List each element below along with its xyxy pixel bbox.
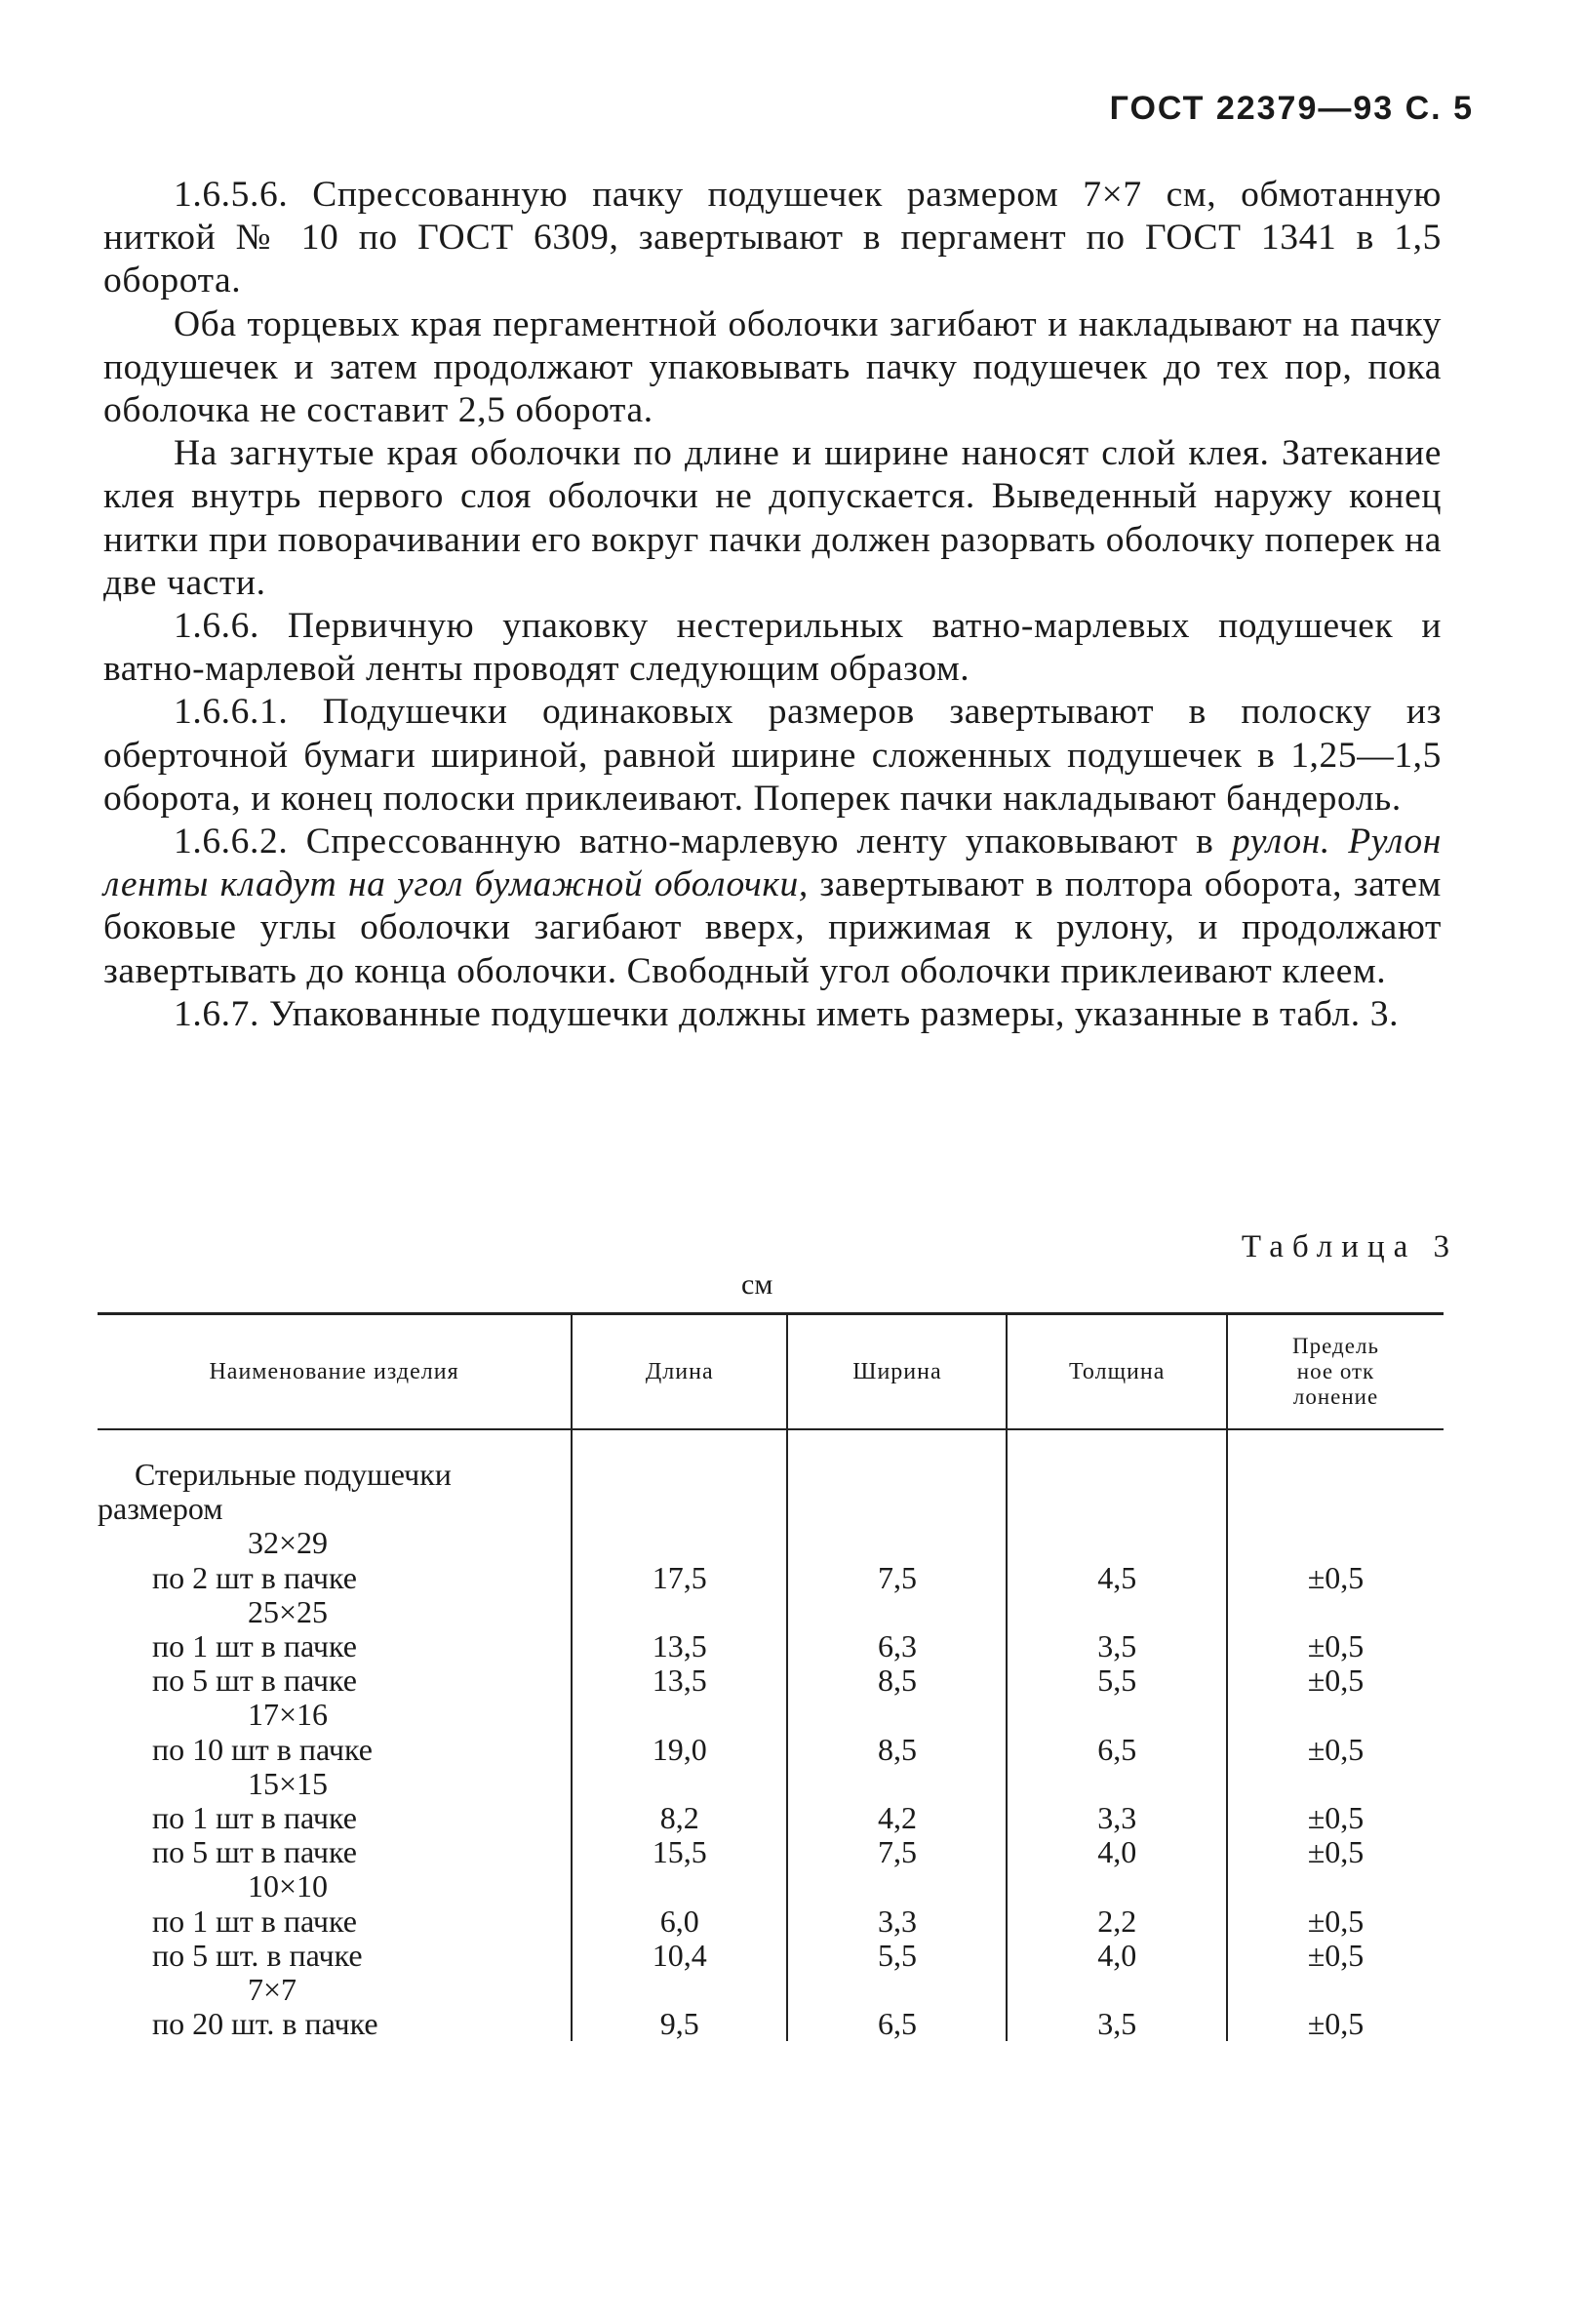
deviation-cell: ±0,5 xyxy=(1307,2006,1365,2042)
size-label: 10×10 xyxy=(248,1868,329,1904)
deviation-header-line-3: лонение xyxy=(1292,1384,1379,1409)
thickness-cell: 3,5 xyxy=(1097,2006,1137,2042)
paragraph-1-6-6-2-italic: рулон. Рулон ленты кладут на угол бумажной оболочки, xyxy=(103,821,1442,905)
deviation-header-line-1: Предель xyxy=(1292,1334,1379,1358)
sizes-table xyxy=(98,1312,1444,2041)
deviation-cell: ±0,5 xyxy=(1307,1937,1365,1973)
table-spacer xyxy=(98,1429,1444,1458)
thickness-cell: 6,5 xyxy=(1097,1731,1137,1767)
thickness-cell: 2,2 xyxy=(1097,1903,1137,1939)
size-label: 32×29 xyxy=(248,1525,329,1561)
table-body-row xyxy=(98,1458,1444,2041)
width-cell: 6,3 xyxy=(877,1628,917,1664)
group-title: Стерильные подушечки xyxy=(135,1457,452,1492)
group-subtitle: размером xyxy=(98,1491,223,1527)
paragraph-end-folding: Оба торцевых края пергаментной оболочки загибают и накладывают на пачку подушечек и затем продолжают упаковывать пачку подушечек до тех пор, пока оболочка не составит 2,5 оборота. xyxy=(103,303,1442,431)
size-label: 17×16 xyxy=(248,1697,329,1733)
thickness-cell: 5,5 xyxy=(1097,1663,1137,1699)
size-label: 25×25 xyxy=(248,1593,329,1629)
size-label: 7×7 xyxy=(248,1972,297,2008)
table-caption: Таблица 3 xyxy=(1241,1229,1458,1264)
deviation-header-line-2: ное отк xyxy=(1296,1359,1375,1383)
size-label: 15×15 xyxy=(248,1765,329,1801)
paragraph-1-6-6-2-end: завертывают в полтора оборота, затем боковые углы оболочки загибают вверх, прижимая к рулону, и продолжают завертывать до конца оболочки. Свободный угол оболочки приклеивают клеем. xyxy=(103,864,1442,991)
length-cell: 13,5 xyxy=(652,1628,707,1664)
paragraph-1-6-6: 1.6.6. Первичную упаковку нестерильных ватно-марлевых подушечек и ватно-марлевой ленты проводят следующим образом. xyxy=(103,606,1442,690)
pack-label: по 5 шт в пачке xyxy=(152,1834,357,1870)
deviation-cell: ±0,5 xyxy=(1307,1559,1365,1595)
width-cell: 4,2 xyxy=(877,1800,917,1836)
column-header-name: Наименование изделия xyxy=(98,1314,572,1430)
name-column xyxy=(98,1458,572,2041)
length-cell: 19,0 xyxy=(652,1731,707,1767)
thickness-cell: 4,5 xyxy=(1097,1559,1137,1595)
width-cell: 3,3 xyxy=(877,1903,917,1939)
thickness-cell: 3,5 xyxy=(1097,1628,1137,1664)
pack-label: по 1 шт в пачке xyxy=(152,1800,357,1836)
deviation-cell: ±0,5 xyxy=(1307,1628,1365,1664)
deviation-column xyxy=(1227,1458,1444,2041)
paragraph-1-6-5-6: 1.6.5.6. Спрессованную пачку подушечек размером 7×7 см, обмотанную ниткой № 10 по ГОСТ 6309, завертывают в пергамент по ГОСТ 1341 в 1,5 оборота. xyxy=(103,175,1442,301)
pack-label: по 1 шт в пачке xyxy=(152,1903,357,1939)
width-cell: 7,5 xyxy=(877,1559,917,1595)
column-header-deviation xyxy=(1227,1314,1444,1430)
deviation-cell: ±0,5 xyxy=(1307,1800,1365,1836)
length-cell: 17,5 xyxy=(652,1559,707,1595)
pack-label: по 5 шт в пачке xyxy=(152,1663,357,1699)
length-cell: 9,5 xyxy=(659,2006,699,2042)
deviation-cell: ±0,5 xyxy=(1307,1663,1365,1699)
width-cell: 7,5 xyxy=(877,1834,917,1870)
length-cell: 10,4 xyxy=(652,1937,707,1973)
pack-label: по 20 шт. в пачке xyxy=(152,2006,378,2042)
length-cell: 15,5 xyxy=(652,1834,707,1870)
width-cell: 6,5 xyxy=(877,2006,917,2042)
page-header: ГОСТ 22379—93 С. 5 xyxy=(1109,90,1474,127)
pack-label: по 1 шт в пачке xyxy=(152,1628,357,1664)
thickness-column xyxy=(1007,1458,1227,2041)
width-cell: 8,5 xyxy=(877,1731,917,1767)
paragraph-glue: На загнутые края оболочки по длине и ширине наносят слой клея. Затекание клея внутрь первого слоя оболочки не допускается. Выведенный наружу конец нитки при поворачивании его вокруг пачки должен разорвать оболочку поперек на две части. xyxy=(103,433,1442,603)
width-cell: 5,5 xyxy=(877,1937,917,1973)
paragraph-1-6-6-2-start: 1.6.6.2. Спрессованную ватно-марлевую ленту упаковывают в xyxy=(174,821,1232,862)
thickness-cell: 3,3 xyxy=(1097,1800,1137,1836)
column-header-length: Длина xyxy=(572,1314,787,1430)
pack-label: по 2 шт в пачке xyxy=(152,1559,357,1595)
table-units: см xyxy=(741,1268,773,1301)
width-cell: 8,5 xyxy=(877,1663,917,1699)
table-header-row xyxy=(98,1314,1444,1430)
column-header-thickness: Толщина xyxy=(1007,1314,1227,1430)
deviation-cell: ±0,5 xyxy=(1307,1903,1365,1939)
deviation-cell: ±0,5 xyxy=(1307,1834,1365,1870)
column-header-width: Ширина xyxy=(787,1314,1007,1430)
length-cell: 8,2 xyxy=(659,1800,699,1836)
thickness-cell: 4,0 xyxy=(1097,1834,1137,1870)
length-cell: 13,5 xyxy=(652,1663,707,1699)
width-column xyxy=(787,1458,1007,2041)
pack-label: по 10 шт в пачке xyxy=(152,1731,373,1767)
thickness-cell: 4,0 xyxy=(1097,1937,1137,1973)
paragraph-1-6-6-1: 1.6.6.1. Подушечки одинаковых размеров завертывают в полоску из оберточной бумаги шириной, равной ширине сложенных подушечек в 1,25—1,5 оборота, и конец полоски приклеивают. Поперек пачки накладывают бандероль. xyxy=(103,692,1442,819)
length-cell: 6,0 xyxy=(659,1903,699,1939)
paragraph-1-6-7: 1.6.7. Упакованные подушечки должны иметь размеры, указанные в табл. 3. xyxy=(174,993,1400,1034)
length-column xyxy=(572,1458,787,2041)
pack-label: по 5 шт. в пачке xyxy=(152,1937,363,1973)
deviation-cell: ±0,5 xyxy=(1307,1731,1365,1767)
paragraph-1-6-6-2 xyxy=(103,821,1442,993)
body-text xyxy=(103,174,1442,1036)
